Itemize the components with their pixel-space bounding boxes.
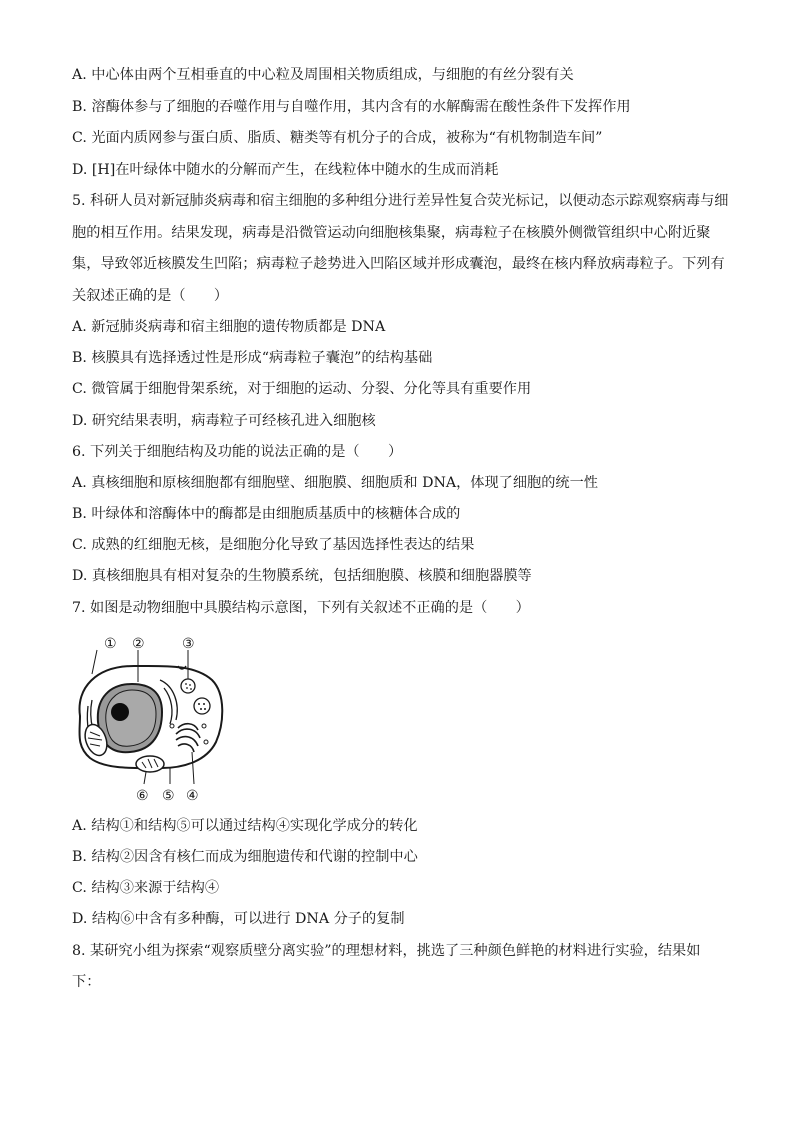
option-d: D. 真核细胞具有相对复杂的生物膜系统，包括细胞膜、核膜和细胞器膜等 <box>72 568 532 584</box>
option-a: A. 真核细胞和原核细胞都有细胞壁、细胞膜、细胞质和 DNA，体现了细胞的统一性 <box>72 475 598 491</box>
option-a: A. 结构①和结构⑤可以通过结构④实现化学成分的转化 <box>72 818 418 834</box>
option-b: B. 核膜具有选择透过性是形成“病毒粒子囊泡”的结构基础 <box>72 350 433 366</box>
text-line: D. [H]在叶绿体中随水的分解而产生，在线粒体中随水的生成而消耗 <box>72 162 499 178</box>
label-5: ⑤ <box>162 788 175 804</box>
animal-cell-diagram <box>66 628 226 804</box>
label-3: ③ <box>182 636 195 652</box>
text-line: B. 溶酶体参与了细胞的吞噬作用与自噬作用，其内含有的水解酶需在酸性条件下发挥作用 <box>72 99 631 115</box>
question-5-line-3: 集，导致邻近核膜发生凹陷；病毒粒子趁势进入凹陷区域并形成囊泡，最终在核内释放病毒粒子。下列有 <box>72 256 725 272</box>
nucleolus <box>111 703 129 721</box>
text-line: C. 光面内质网参与蛋白质、脂质、糖类等有机分子的合成，被称为“有机物制造车间” <box>72 130 603 146</box>
option-d: D. 结构⑥中含有多种酶，可以进行 DNA 分子的复制 <box>72 911 405 927</box>
label-1: ① <box>104 636 117 652</box>
label-2: ② <box>132 636 145 652</box>
label-4: ④ <box>186 788 199 804</box>
option-b: B. 叶绿体和溶酶体中的酶都是由细胞质基质中的核糖体合成的 <box>72 506 461 522</box>
question-6: 6. 下列关于细胞结构及功能的说法正确的是（ ） <box>72 444 403 460</box>
vesicle <box>181 679 195 693</box>
question-8-line-2: 下： <box>72 974 101 990</box>
option-c: C. 成熟的红细胞无核，是细胞分化导致了基因选择性表达的结果 <box>72 537 475 553</box>
text-line: A. 中心体由两个互相垂直的中心粒及周围相关物质组成，与细胞的有丝分裂有关 <box>72 67 574 83</box>
option-b: B. 结构②因含有核仁而成为细胞遗传和代谢的控制中心 <box>72 849 418 865</box>
question-5-line-1: 5. 科研人员对新冠肺炎病毒和宿主细胞的多种组分进行差异性复合荧光标记，以便动态示踪观察病毒与细 <box>72 193 729 209</box>
option-d: D. 研究结果表明，病毒粒子可经核孔进入细胞核 <box>72 413 376 429</box>
question-8-line-1: 8. 某研究小组为探索“观察质壁分离实验”的理想材料，挑选了三种颜色鲜艳的材料进行实验，结果如 <box>72 943 701 959</box>
question-5-line-2: 胞的相互作用。结果发现，病毒是沿微管运动向细胞核集聚，病毒粒子在核膜外侧微管组织中心附近聚 <box>72 225 711 241</box>
question-5-line-4: 关叙述正确的是（ ） <box>72 288 229 304</box>
option-a: A. 新冠肺炎病毒和宿主细胞的遗传物质都是 DNA <box>72 319 386 335</box>
question-7: 7. 如图是动物细胞中具膜结构示意图，下列有关叙述不正确的是（ ） <box>72 600 530 616</box>
label-6: ⑥ <box>136 788 149 804</box>
option-c: C. 结构③来源于结构④ <box>72 880 220 896</box>
option-c: C. 微管属于细胞骨架系统，对于细胞的运动、分裂、分化等具有重要作用 <box>72 381 532 397</box>
